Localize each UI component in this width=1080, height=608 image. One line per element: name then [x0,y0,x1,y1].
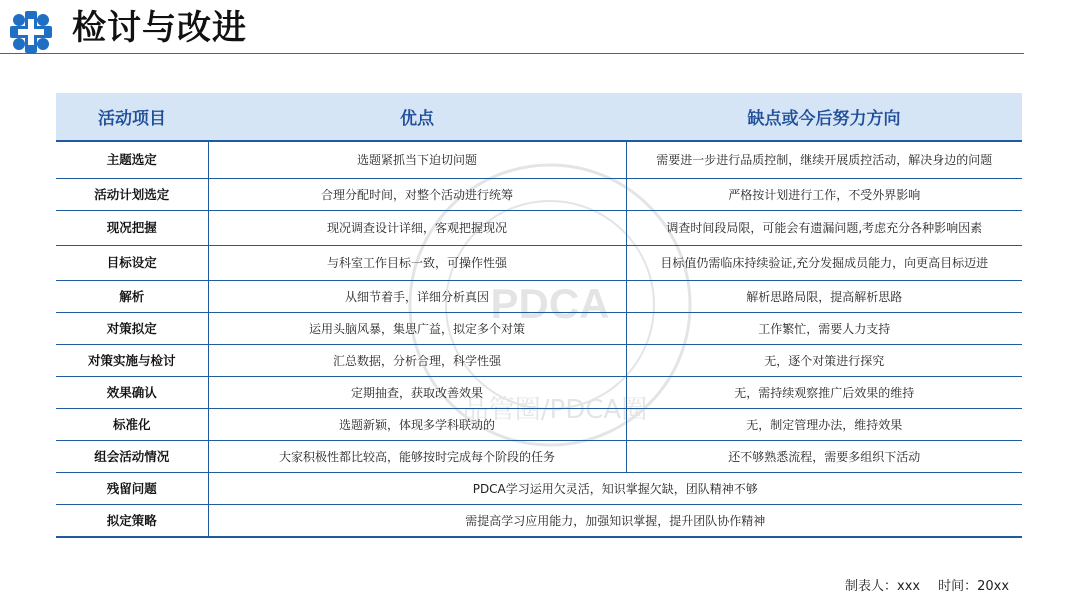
table-row [56,246,1022,281]
row-con: 目标值仍需临床持续验证,充分发掘成员能力，向更高目标迈进 [626,246,1022,281]
header-activity: 活动项目 [56,93,208,141]
row-item: 对策拟定 [56,313,208,345]
table-row [56,409,1022,441]
row-pro: 现况调查设计详细，客观把握现况 [208,211,626,246]
row-con: 工作繁忙，需要人力支持 [626,313,1022,345]
table-row [56,345,1022,377]
footer [845,575,1009,594]
row-con: 需要进一步进行品质控制，继续开展质控活动，解决身边的问题 [626,141,1022,179]
table-row [56,377,1022,409]
row-pro: 定期抽查，获取改善效果 [208,377,626,409]
row-item: 残留问题 [56,473,208,505]
row-pro: 与科室工作目标一致，可操作性强 [208,246,626,281]
watermark-center-text: PDCA [490,280,610,327]
row-item: 组会活动情况 [56,441,208,473]
row-con: 还不够熟悉流程，需要多组织下活动 [626,441,1022,473]
row-item: 效果确认 [56,377,208,409]
row-merged-text: PDCA学习运用欠灵活，知识掌握欠缺，团队精神不够 [208,473,1022,505]
table-row-merged [56,505,1022,538]
header-advantages: 优点 [208,93,626,141]
row-pro: 从细节着手，详细分析真因 [208,281,626,313]
row-pro: 运用头脑风暴，集思广益，拟定多个对策 [208,313,626,345]
table-header-row [56,93,1022,141]
title-divider [0,53,1024,54]
table-row [56,179,1022,211]
watermark-ring-text: 品管圈/PDCA圈 [462,395,648,425]
footer-time: 时间：20xx [938,579,1010,594]
table-row [56,281,1022,313]
table-row [56,211,1022,246]
row-item: 主题选定 [56,141,208,179]
header-improvements: 缺点或今后努力方向 [626,93,1022,141]
row-merged-text: 需提高学习应用能力，加强知识掌握，提升团队协作精神 [208,505,1022,538]
hospital-cross-logo [8,9,54,55]
row-item: 活动计划选定 [56,179,208,211]
row-con: 调查时间段局限，可能会有遗漏问题,考虑充分各种影响因素 [626,211,1022,246]
row-con: 严格按计划进行工作，不受外界影响 [626,179,1022,211]
row-con: 无，制定管理办法，维持效果 [626,409,1022,441]
row-item: 目标设定 [56,246,208,281]
row-con: 解析思路局限，提高解析思路 [626,281,1022,313]
row-pro: 汇总数据，分析合理，科学性强 [208,345,626,377]
page-title: 检讨与改进 [72,8,247,48]
row-con: 无，逐个对策进行探究 [626,345,1022,377]
row-con: 无，需持续观察推广后效果的维持 [626,377,1022,409]
row-item: 标准化 [56,409,208,441]
row-item: 现况把握 [56,211,208,246]
table-row [56,313,1022,345]
row-item: 拟定策略 [56,505,208,538]
row-pro: 大家积极性都比较高，能够按时完成每个阶段的任务 [208,441,626,473]
row-item: 对策实施与检讨 [56,345,208,377]
table-row-merged [56,473,1022,505]
table-row [56,441,1022,473]
table-row [56,141,1022,179]
row-pro: 合理分配时间，对整个活动进行统筹 [208,179,626,211]
footer-maker: 制表人：xxx [845,579,921,594]
row-pro: 选题新颖，体现多学科联动的 [208,409,626,441]
row-pro: 选题紧抓当下迫切问题 [208,141,626,179]
review-table [56,93,1022,538]
row-item: 解析 [56,281,208,313]
